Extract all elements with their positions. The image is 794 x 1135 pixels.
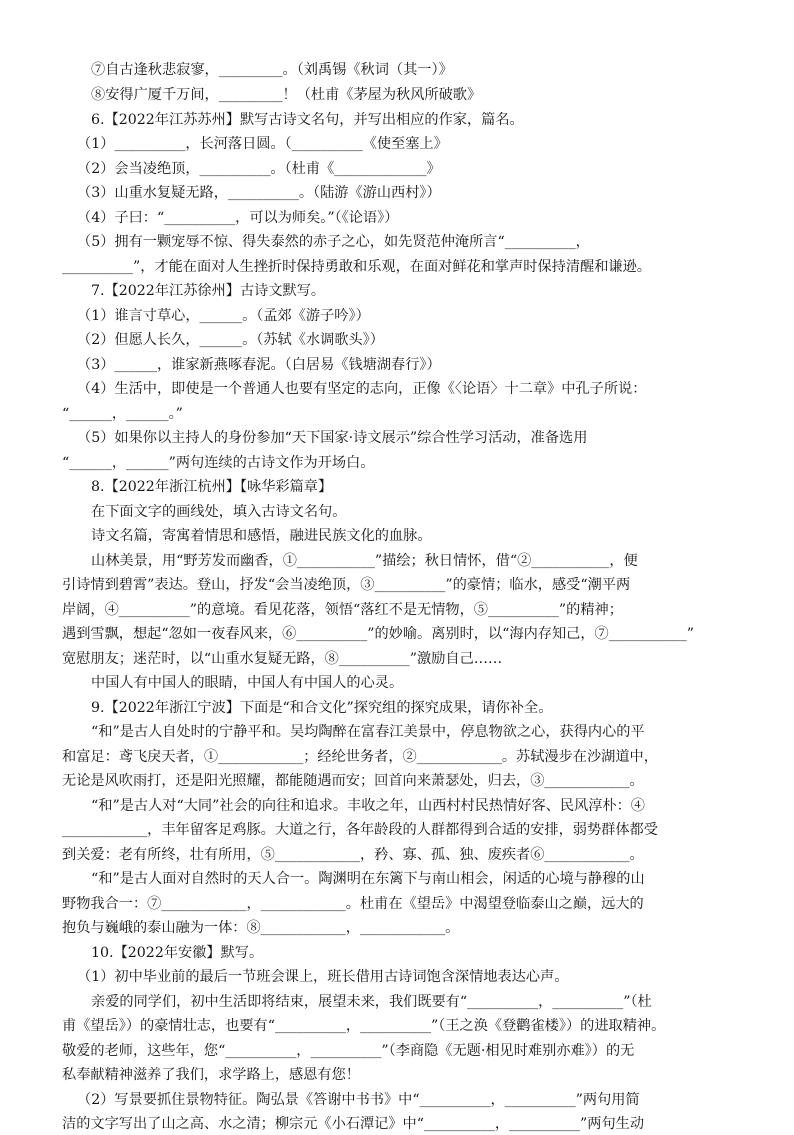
q7-item-5: （5）如果你以主持人的身份参加“天下国家·诗文展示”综合性学习活动，准备选用 (77, 430, 588, 446)
q7-item-4: （4）生活中，即使是一个普通人也要有坚定的志向，正像《〈论语〉十二章》中孔子所说： (77, 381, 647, 397)
poem-line-8: ⑧安得广厦千万间，_________！（杜甫《茅屋为秋风所破歌》 (91, 87, 482, 103)
q8-paragraph-line: 岸阔，④__________”的意境。看见花落，领悟“落红不是无情物，⑤__________”的精神； (62, 602, 623, 618)
q10-item-2: （2）写景要抓住景物特征。陶弘景《答谢中书书》中“__________，__________”两句用简 (77, 1092, 640, 1108)
q6-item-1: （1）__________，长河落日圆。（__________《使至塞上》 (77, 136, 448, 152)
q9-paragraph-line: 无论是风吹雨打，还是阳光照耀，都能随遇而安；回首向来萧瑟处，归去，③____________。 (62, 773, 644, 789)
q10-item-1: （1）初中毕业前的最后一节班会课上，班长借用古诗词饱含深情地表达心声。 (77, 969, 569, 985)
q9-paragraph-line: ____________，丰年留客足鸡豚。大道之行，各年龄段的人群都得到合适的安排，弱势群体都受 (62, 822, 658, 838)
q10-paragraph-line: 甫《望岳》）的豪情壮志，也要有“__________，__________”（王之涣《登鹳雀楼》）的进取精神。 (62, 1018, 666, 1034)
q7-item-3: （3）______，谁家新燕啄春泥。（白居易《钱塘湖春行》） (77, 357, 441, 373)
q7-item-4-cont: “______，______。” (62, 406, 183, 422)
q9-paragraph-line: “和”是古人自处时的宁静平和。吴均陶醉在富春江美景中，停息物欲之心，获得内心的平 (91, 724, 645, 740)
question-9-title: 9.【2022年浙江宁波】下面是“和合文化”探究组的探究成果，请你补全。 (91, 700, 553, 716)
q10-item-2-cont: 洁的文字写出了山之高、水之清；柳宗元《小石潭记》中“__________，__________”两句生动 (62, 1116, 645, 1132)
q6-item-5-cont: __________”，才能在面对人生挫折时保持勇敢和乐观，在面对鲜花和掌声时保持清醒和谦逊。 (62, 259, 651, 275)
q10-paragraph-line: 私奉献精神滋养了我们，求学路上，感恩有您！ (62, 1067, 360, 1083)
q10-paragraph-line: 敬爱的老师，这些年，您“__________，__________”（李商隐《无题·相见时难别亦难》）的无 (62, 1043, 635, 1059)
q8-paragraph-line: 诗文名篇，寄寓着情思和感悟，融进民族文化的血脉。 (91, 528, 432, 544)
q7-item-2: （2）但愿人长久，______。（苏轼《水调歌头》） (77, 332, 384, 348)
q8-paragraph-line: 宽慰朋友；迷茫时，以“山重水复疑无路，⑧__________”激励自己…… (62, 651, 503, 667)
q8-paragraph-line: 遇到雪飘，想起“忽如一夜春风来，⑥__________”的妙喻。离别时，以“海内存知己，⑦___________” (62, 626, 694, 642)
q9-paragraph-line: “和”是古人对“大同”社会的向往和追求。丰收之年，山西村村民热情好客、民风淳朴：④ (91, 798, 645, 814)
q9-paragraph-line: “和”是古人面对自然时的天人合一。陶渊明在东篱下与南山相会，闲适的心境与静穆的山 (91, 871, 645, 887)
q8-closing: 中国人有中国人的眼睛，中国人有中国人的心灵。 (91, 675, 404, 691)
poem-line-7: ⑦自古逢秋悲寂寥，_________。（刘禹锡《秋词（其一）》 (91, 62, 453, 78)
q9-paragraph-line: 抱负与巍峨的泰山融为一体：⑧____________，____________。 (62, 920, 460, 936)
q10-paragraph-line: 亲爱的同学们，初中生活即将结束，展望未来，我们既要有“__________，__________”（杜 (91, 994, 652, 1010)
q8-paragraph-line: 山林美景，用“野芳发而幽香，①___________”描绘；秋日情怀，借“②___________，便 (91, 553, 638, 569)
question-7-title: 7.【2022年江苏徐州】古诗文默写。 (91, 283, 326, 299)
q9-paragraph-line: 和富足：鸢飞戾天者，①____________；经纶世务者，②____________。苏轼漫步在沙湖道中， (62, 749, 658, 765)
question-8-title: 8.【2022年浙江杭州】【咏华彩篇章】 (91, 479, 333, 495)
question-6-title: 6.【2022年江苏苏州】默写古诗文名句，并写出相应的作家，篇名。 (91, 112, 524, 128)
q6-item-5: （5）拥有一颗宠辱不惊、得失泰然的赤子之心，如先贤范仲淹所言“__________， (77, 234, 590, 250)
q9-paragraph-line: 野物我合一：⑦____________，____________。杜甫在《望岳》中渴望登临泰山之巅，远大的 (62, 896, 644, 912)
q6-item-4: （4）子曰：“__________，可以为师矣。”（《论语》） (77, 210, 399, 226)
question-10-title: 10.【2022年安徽】默写。 (91, 945, 264, 961)
q8-paragraph-line: 引诗情到碧霄”表达。登山，抒发“会当凌绝顶，③__________”的豪情；临水，感受“潮平两 (62, 577, 631, 593)
q9-paragraph-line: 到关爱：老有所终，壮有所用，⑤____________，矜、寡、孤、独、废疾者⑥____________。 (62, 847, 644, 863)
q6-item-2: （2）会当凌绝顶，__________。（杜甫《_____________》 (77, 161, 441, 177)
q8-instruction: 在下面文字的画线处，填入古诗文名句。 (91, 504, 347, 520)
q6-item-3: （3）山重水复疑无路，__________。（陆游《游山西村》） (77, 185, 441, 201)
q7-item-5-cont: “______，______”两句连续的古诗文作为开场白。 (62, 455, 375, 471)
q7-item-1: （1）谁言寸草心，______。（孟郊《游子吟》） (77, 308, 370, 324)
